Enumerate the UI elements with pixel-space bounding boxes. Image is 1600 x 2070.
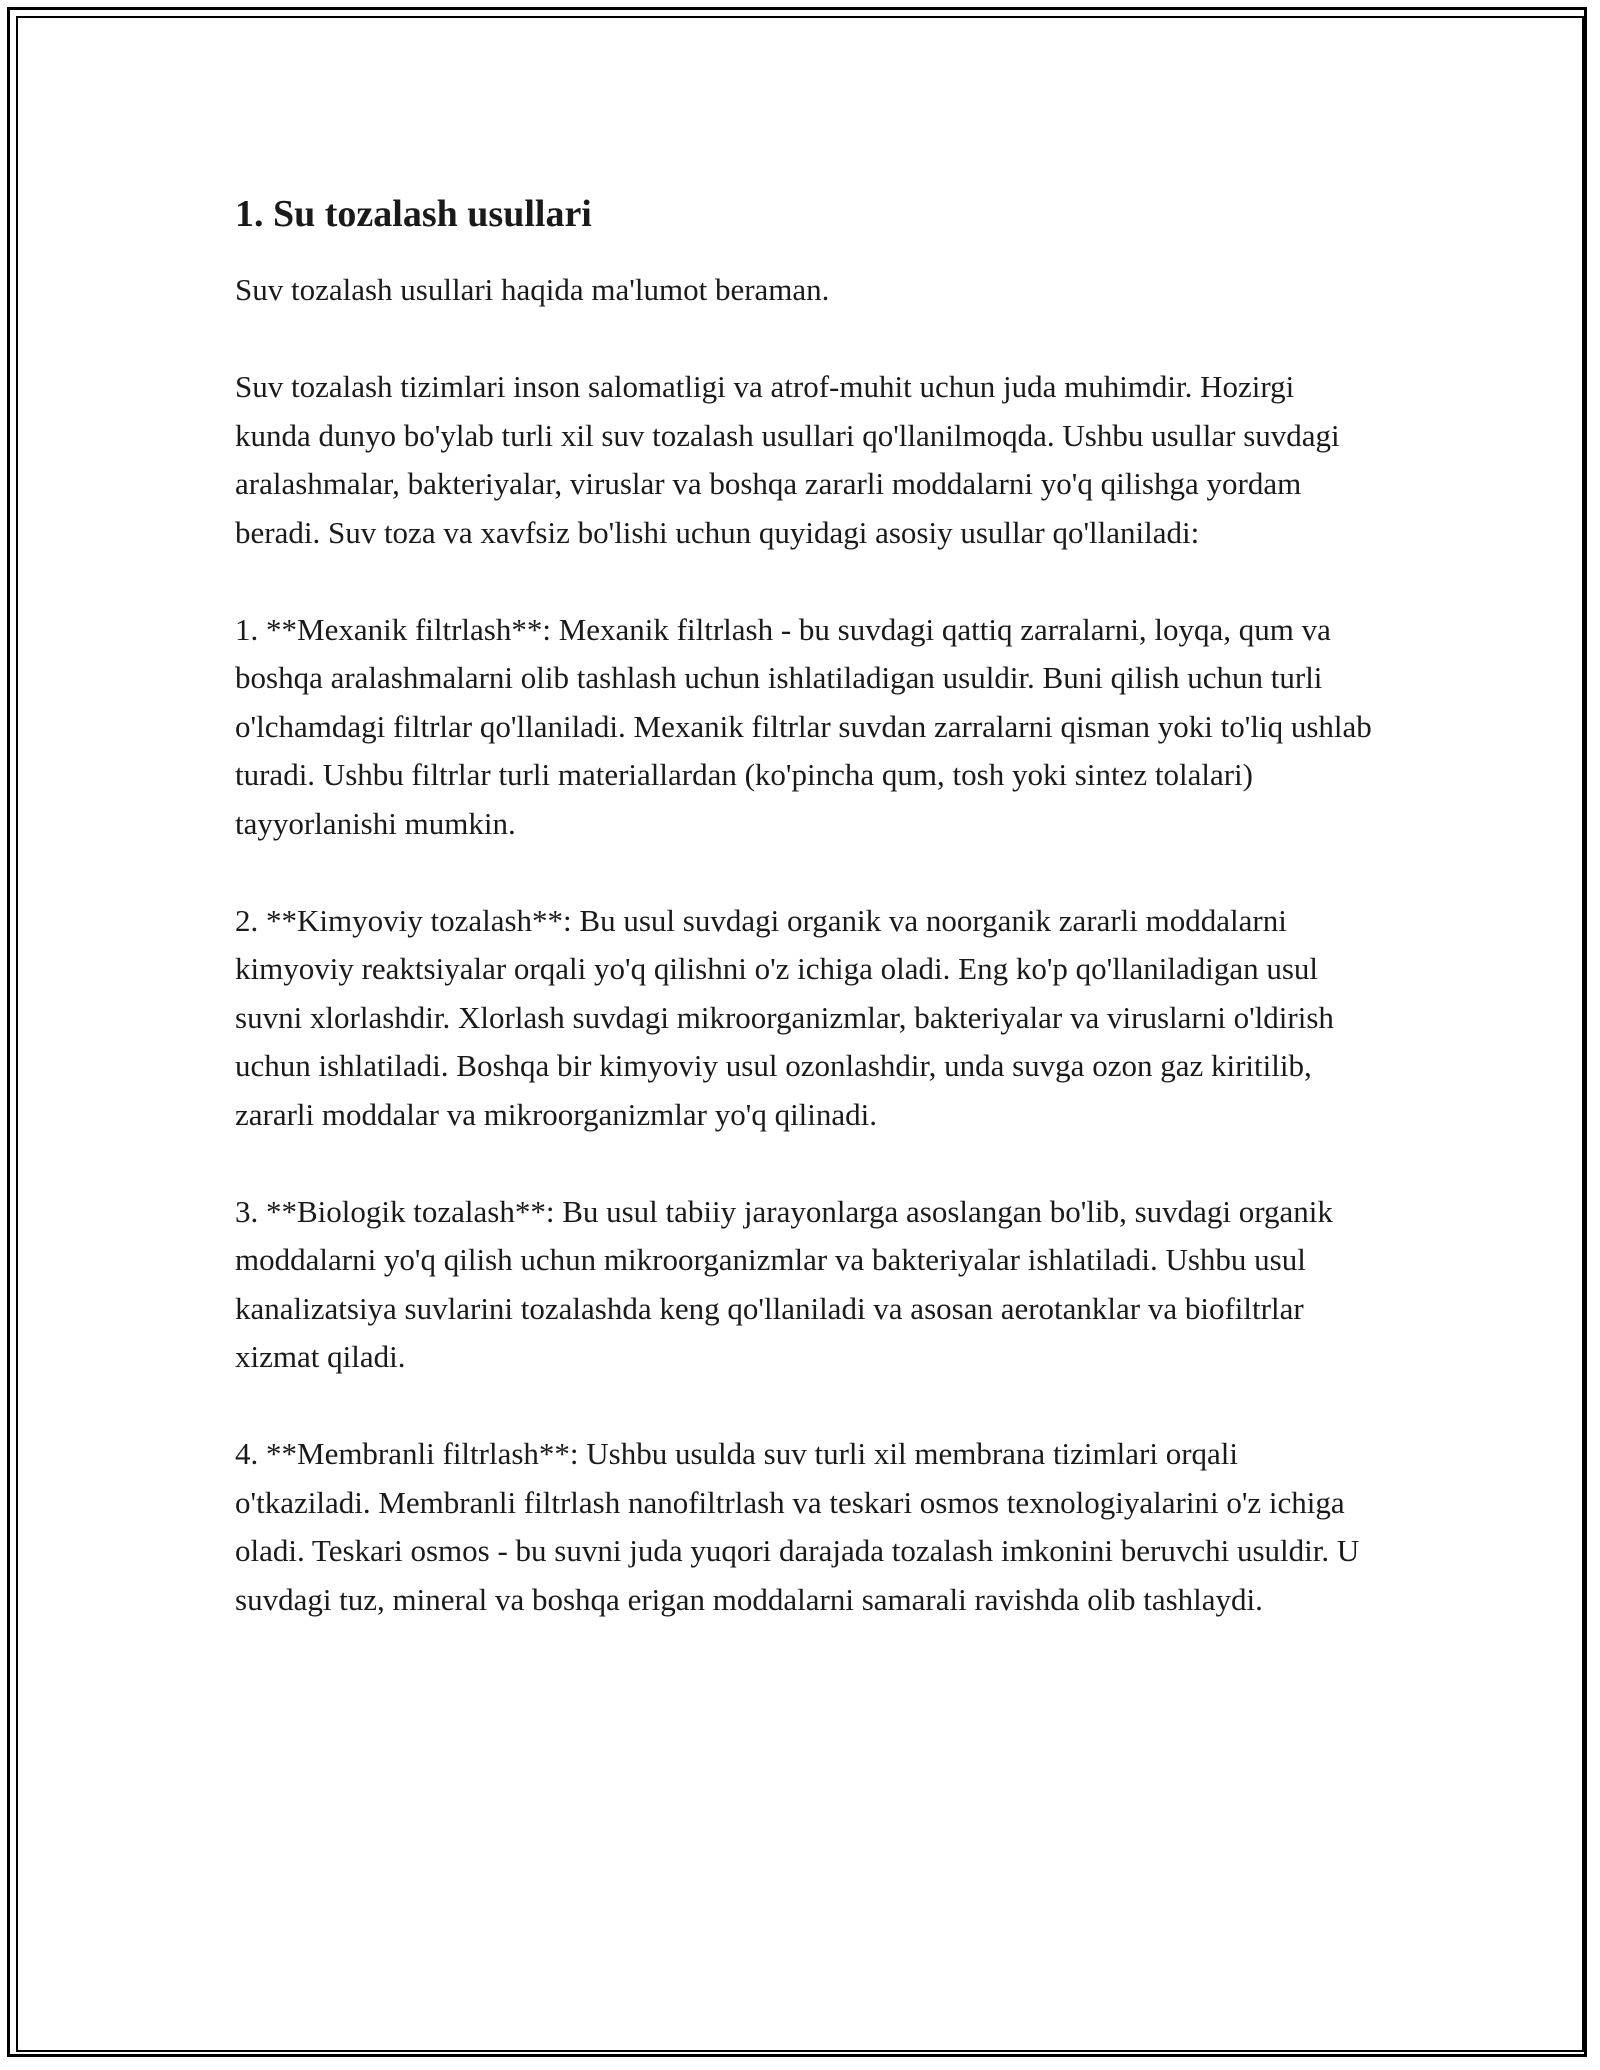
overview-paragraph: Suv tozalash tizimlari inson salomatligi va atrof-muhit uchun juda muhimdir. Hozirgi kunda dunyo bo'ylab turli xil suv tozalash usullari qo'llanilmoqda. Ushbu usullar suvdagi aralashmalar, bakteriyalar, viruslar va boshqa zararli moddalarni yo'q qilishga yordam beradi. Suv toza va xavfsiz bo'lishi uchun quyidagi asosiy usullar qo'llaniladi:	[235, 369, 1340, 550]
membrane-filtration-paragraph: 4. **Membranli filtrlash**: Ushbu usulda suv turli xil membrana tizimlari orqali o'tkaziladi. Membranli filtrlash nanofiltrlash va teskari osmos texnologiyalarini o'z ichiga oladi. Teskari osmos - bu suvni juda yuqori darajada tozalash imkonini beruvchi usuldir. U suvdagi tuz, mineral va boshqa erigan moddalarni samarali ravishda olib tashlaydi.	[235, 1436, 1360, 1617]
document-title: 1. Su tozalash usullari	[235, 193, 592, 235]
chemical-treatment-paragraph: 2. **Kimyoviy tozalash**: Bu usul suvdagi organik va noorganik zararli moddalarni kimyoviy reaktsiyalar orqali yo'q qilishni o'z ichiga oladi. Eng ko'p qo'llaniladigan usul suvni xlorlashdir. Xlorlash suvdagi mikroorganizmlar, bakteriyalar va viruslarni o'ldirish uchun ishlatiladi. Boshqa bir kimyoviy usul ozonlashdir, unda suvga ozon gaz kiritilib, zararli moddalar va mikroorganizmlar yo'q qilinadi.	[235, 902, 1334, 1132]
intro-paragraph: Suv tozalash usullari haqida ma'lumot beraman.	[235, 272, 830, 307]
mechanical-filtration-paragraph: 1. **Mexanik filtrlash**: Mexanik filtrlash - bu suvdagi qattiq zarralarni, loyqa, qum va boshqa aralashmalarni olib tashlash uchun ishlatiladigan usuldir. Buni qilish uchun turli o'lchamdagi filtrlar qo'llaniladi. Mexanik filtrlar suvdan zarralarni qisman yoki to'liq ushlab turadi. Ushbu filtrlar turli materiallardan (ko'pincha qum, tosh yoki sintez tolalari) tayyorlanishi mumkin.	[235, 611, 1372, 841]
biological-treatment-paragraph: 3. **Biologik tozalash**: Bu usul tabiiy jarayonlarga asoslangan bo'lib, suvdagi organik moddalarni yo'q qilish uchun mikroorganizmlar va bakteriyalar ishlatiladi. Ushbu usul kanalizatsiya suvlarini tozalashda keng qo'llaniladi va asosan aerotanklar va biofiltrlar xizmat qiladi.	[235, 1193, 1333, 1374]
document-body	[235, 188, 1375, 1673]
